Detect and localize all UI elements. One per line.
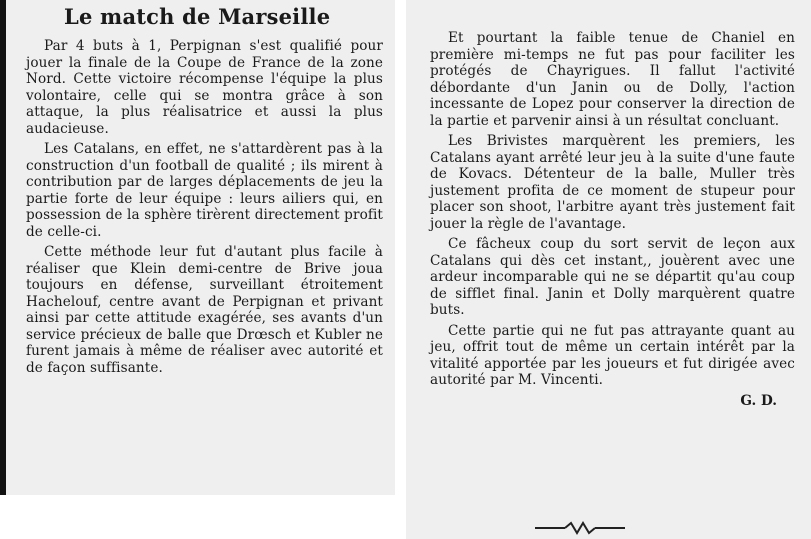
end-ornament-icon	[535, 521, 625, 535]
right-paragraph-4: Cette partie qui ne fut pas attrayante quant au jeu, offrit tout de même un certain intérêt par la vitalité apportée par les joueurs et fut dirigée avec autorité par M. Vincenti.	[430, 322, 795, 388]
left-paragraph-2: Les Catalans, en effet, ne s'attardèrent pas à la construction d'un football de qualité ; ils mirent à contribution par de larges déplacements de jeu la partie forte de leur équipe : leurs ailiers qui, en possession de la sphère tirèrent directement profit de celle-ci.	[26, 141, 383, 240]
column-gutter	[395, 0, 406, 539]
article-title: Le match de Marseille	[64, 4, 331, 29]
author-signature: G. D.	[740, 392, 777, 409]
right-column	[406, 0, 811, 539]
right-paragraph-2: Les Brivistes marquèrent les premiers, les Catalans ayant arrêté leur jeu à la suite d'une faute de Kovacs. Détenteur de la balle, Muller très justement profita de ce moment de stupeur pour placer son shoot, l'arbitre ayant très justement fait jouer la règle de l'avantage.	[430, 133, 795, 232]
left-column	[0, 0, 395, 495]
left-paragraph-3: Cette méthode leur fut d'autant plus facile à réaliser que Klein demi-centre de Brive joua toujours en défense, surveillant étroitement Hachelouf, centre avant de Perpignan et privant ainsi par cette attitude exagérée, ses avants d'un service précieux de balle que Drœsch et Kubler ne furent jamais à même de réaliser avec autorité et de façon suffisante.	[26, 244, 383, 376]
left-paragraph-1: Par 4 buts à 1, Perpignan s'est qualifié pour jouer la finale de la Coupe de France de la zone Nord. Cette victoire récompense l'équipe la plus volontaire, celle qui se montra grâce à son attaque, la plus réalisatrice et aussi la plus audacieuse.	[26, 38, 383, 137]
right-paragraph-3: Ce fâcheux coup du sort servit de leçon aux Catalans qui dès cet instant,, jouèrent avec une ardeur incomparable qui ne se départit qu'au coup de sifflet final. Janin et Dolly marquèrent quatre buts.	[430, 236, 795, 318]
right-paragraph-1: Et pourtant la faible tenue de Chaniel en première mi-temps ne fut pas pour faciliter les protégés de Chayrigues. Il fallut l'activité débordante d'un Janin ou de Dolly, l'action incessante de Lopez pour conserver la direction de la partie et parvenir ainsi à un résultat concluant.	[430, 30, 795, 129]
